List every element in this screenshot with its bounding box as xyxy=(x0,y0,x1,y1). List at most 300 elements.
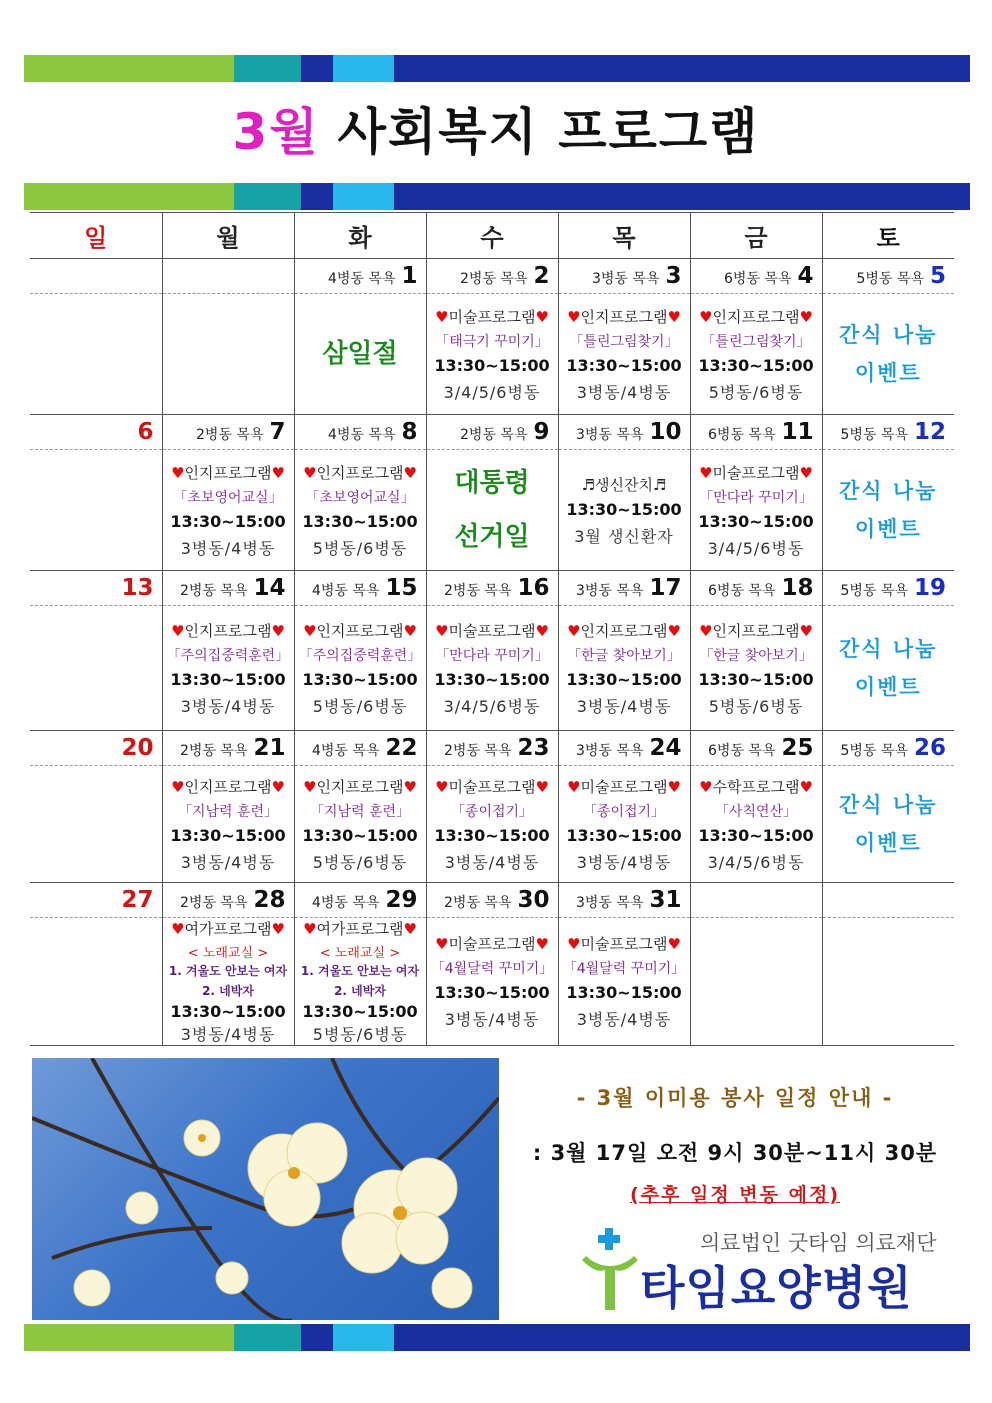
bath-ward-label: 6병동 목욕 xyxy=(724,271,792,287)
program-time: 13:30~15:00 xyxy=(434,669,550,689)
weekday-header-row xyxy=(30,213,954,259)
program-title xyxy=(691,776,822,797)
date-number: 4 xyxy=(797,263,814,289)
program-name: 미술프로그램 xyxy=(448,307,536,326)
heart-icon: ♥ xyxy=(535,621,549,640)
date-number: 10 xyxy=(649,419,682,445)
heart-icon: ♥ xyxy=(535,307,549,326)
program-row xyxy=(30,294,954,415)
program-activity: 「주의집중력훈련」 xyxy=(166,647,290,664)
heart-icon: ♥ xyxy=(303,777,317,796)
weekday-wed: 수 xyxy=(426,213,558,259)
date-number: 11 xyxy=(781,419,814,445)
heart-icon: ♥ xyxy=(667,777,681,796)
heart-icon: ♥ xyxy=(699,463,713,482)
heart-icon: ♥ xyxy=(271,920,285,938)
program-activity: 「초보영어교실」 xyxy=(173,489,283,506)
program-title xyxy=(427,933,558,954)
date-cell xyxy=(822,259,954,294)
program-wards: 5병동/6병동 xyxy=(708,696,804,716)
date-cell xyxy=(822,571,954,606)
program-cell xyxy=(426,606,558,731)
program-activity: 「지남력 훈련」 xyxy=(309,803,411,820)
program-time: 13:30~15:00 xyxy=(434,355,550,375)
heart-icon: ♥ xyxy=(171,777,185,796)
date-cell xyxy=(426,259,558,294)
program-cell xyxy=(558,450,690,571)
heart-icon: ♥ xyxy=(435,621,449,640)
program-time: 13:30~15:00 xyxy=(434,825,550,845)
program-wards: 3병동/4병동 xyxy=(180,852,276,872)
program-name: 수학프로그램 xyxy=(712,777,800,796)
date-cell xyxy=(30,259,162,294)
heart-icon: ♥ xyxy=(699,307,713,326)
title-text: 사회복지 프로그램 xyxy=(337,103,760,161)
program-wards: 3월 생신환자 xyxy=(574,526,674,546)
date-number: 19 xyxy=(913,575,946,601)
program-activity: 「4월달력 꾸미기」 xyxy=(430,961,554,977)
program-name: 인지프로그램 xyxy=(580,307,668,326)
bath-ward-label: 3병동 목욕 xyxy=(576,427,644,443)
date-cell xyxy=(822,415,954,450)
date-number: 12 xyxy=(913,419,946,445)
date-cell xyxy=(162,259,294,294)
bath-ward-label: 5병동 목욕 xyxy=(840,583,908,599)
date-cell xyxy=(558,883,690,918)
program-cell xyxy=(30,606,162,731)
title-month: 3월 xyxy=(232,103,320,161)
date-cell xyxy=(162,571,294,606)
program-row xyxy=(30,766,954,883)
program-wards: 5병동/6병동 xyxy=(312,538,408,558)
heart-icon: ♥ xyxy=(667,307,681,326)
heart-icon: ♥ xyxy=(567,307,581,326)
program-wards: 3병동/4병동 xyxy=(576,852,672,872)
program-name: 여가프로그램 xyxy=(184,920,272,938)
bath-ward-label: 6병동 목욕 xyxy=(708,583,776,599)
program-title xyxy=(295,918,426,939)
program-time: 13:30~15:00 xyxy=(170,511,286,531)
heart-icon: ♥ xyxy=(171,920,185,938)
song-title: 2. 네박자 xyxy=(202,984,254,998)
bath-ward-label: 2병동 목욕 xyxy=(196,427,264,443)
date-cell xyxy=(162,415,294,450)
date-number: 21 xyxy=(253,735,286,761)
organization-name: 의료법인 굿타임 의료재단 xyxy=(700,1231,937,1255)
program-wards: 3병동/4병동 xyxy=(576,1010,672,1029)
date-cell xyxy=(690,731,822,766)
heart-icon: ♥ xyxy=(271,463,285,482)
song-class-label: < 노래교실 > xyxy=(187,946,269,961)
date-number: 22 xyxy=(385,735,418,761)
bath-ward-label: 2병동 목욕 xyxy=(460,271,528,287)
program-cell xyxy=(558,294,690,415)
program-cell xyxy=(822,606,954,731)
heart-icon: ♥ xyxy=(535,935,549,953)
heart-icon: ♥ xyxy=(435,777,449,796)
date-number: 24 xyxy=(649,735,682,761)
bath-ward-label: 2병동 목욕 xyxy=(180,743,248,759)
bath-ward-label: 4병동 목욕 xyxy=(312,895,380,911)
heart-icon: ♥ xyxy=(303,463,317,482)
heart-icon: ♥ xyxy=(303,621,317,640)
program-cell xyxy=(294,294,426,415)
program-time: 13:30~15:00 xyxy=(170,669,286,689)
program-cell xyxy=(822,918,954,1046)
program-row xyxy=(30,918,954,1046)
program-activity: 「종이접기」 xyxy=(450,803,534,820)
program-name: 여가프로그램 xyxy=(316,920,404,938)
date-cell xyxy=(426,731,558,766)
date-cell xyxy=(30,731,162,766)
snack-event-label: 간식 나눔 xyxy=(839,637,938,661)
date-row xyxy=(30,259,954,294)
program-title xyxy=(559,933,690,954)
program-time: 13:30~15:00 xyxy=(434,983,550,1002)
program-activity: 「만다라 꾸미기」 xyxy=(699,489,813,506)
program-wards: 3/4/5/6병동 xyxy=(443,696,541,716)
program-name: 인지프로그램 xyxy=(184,463,272,482)
top-color-band xyxy=(24,55,970,82)
snack-event-label: 이벤트 xyxy=(854,517,922,541)
program-row xyxy=(30,606,954,731)
heart-icon: ♥ xyxy=(171,621,185,640)
program-cell xyxy=(822,450,954,571)
plum-blossom-photo xyxy=(32,1058,499,1320)
heart-icon: ♥ xyxy=(271,777,285,796)
program-time: 13:30~15:00 xyxy=(302,669,418,689)
date-cell xyxy=(822,883,954,918)
bath-ward-label: 2병동 목욕 xyxy=(444,895,512,911)
song-title: 2. 네박자 xyxy=(334,984,386,998)
program-time: 13:30~15:00 xyxy=(566,355,682,375)
program-activity: 「지남력 훈련」 xyxy=(177,803,279,820)
holiday-label: 삼일절 xyxy=(322,339,398,369)
program-wards: 5병동/6병동 xyxy=(708,382,804,402)
holiday-label: 선거일 xyxy=(454,522,530,552)
birthday-party-label: ♬생신잔치♬ xyxy=(581,475,667,494)
program-time: 13:30~15:00 xyxy=(698,825,814,845)
program-cell xyxy=(426,918,558,1046)
heart-icon: ♥ xyxy=(799,463,813,482)
bath-ward-label: 4병동 목욕 xyxy=(328,271,396,287)
program-cell xyxy=(30,450,162,571)
program-name: 인지프로그램 xyxy=(316,463,404,482)
date-number: 26 xyxy=(913,735,946,761)
weekday-sat: 토 xyxy=(822,213,954,259)
program-cell xyxy=(822,766,954,883)
program-name: 미술프로그램 xyxy=(448,935,536,953)
date-row xyxy=(30,883,954,918)
program-time: 13:30~15:00 xyxy=(302,1002,418,1021)
snack-event-label: 간식 나눔 xyxy=(839,323,938,347)
heart-icon: ♥ xyxy=(403,621,417,640)
program-time: 13:30~15:00 xyxy=(170,825,286,845)
date-cell xyxy=(294,415,426,450)
mid-color-band xyxy=(24,183,970,210)
program-wards: 3병동/4병동 xyxy=(576,382,672,402)
program-time: 13:30~15:00 xyxy=(698,511,814,531)
program-cell xyxy=(294,918,426,1046)
heart-icon: ♥ xyxy=(667,621,681,640)
program-name: 인지프로그램 xyxy=(316,777,404,796)
date-cell xyxy=(690,415,822,450)
weekday-sun: 일 xyxy=(30,213,162,259)
program-activity: 「주의집중력훈련」 xyxy=(298,647,422,664)
program-title xyxy=(295,620,426,641)
snack-event-label: 이벤트 xyxy=(854,361,922,385)
program-title xyxy=(691,462,822,483)
program-cell xyxy=(162,766,294,883)
program-wards: 3/4/5/6병동 xyxy=(707,538,805,558)
program-title xyxy=(691,620,822,641)
date-number: 16 xyxy=(517,575,550,601)
bath-ward-label: 4병동 목욕 xyxy=(312,583,380,599)
date-number: 6 xyxy=(137,419,154,445)
program-name: 인지프로그램 xyxy=(184,777,272,796)
program-title xyxy=(163,918,294,939)
date-number: 3 xyxy=(665,263,682,289)
date-row xyxy=(30,415,954,450)
beauty-service-date: : 3월 17일 오전 9시 30분~11시 30분 xyxy=(532,1141,938,1165)
heart-icon: ♥ xyxy=(667,935,681,953)
bath-ward-label: 6병동 목욕 xyxy=(708,743,776,759)
program-title xyxy=(295,776,426,797)
song-title: 1. 겨울도 안보는 여자 xyxy=(300,964,420,978)
program-time: 13:30~15:00 xyxy=(170,1002,286,1021)
date-number: 31 xyxy=(649,887,682,913)
program-cell xyxy=(162,294,294,415)
date-cell xyxy=(426,571,558,606)
program-cell xyxy=(30,766,162,883)
date-number: 28 xyxy=(253,887,286,913)
program-time: 13:30~15:00 xyxy=(302,825,418,845)
program-time: 13:30~15:00 xyxy=(566,499,682,519)
program-wards: 5병동/6병동 xyxy=(312,1025,408,1044)
weekday-mon: 월 xyxy=(162,213,294,259)
date-number: 17 xyxy=(649,575,682,601)
bath-ward-label: 3병동 목욕 xyxy=(592,271,660,287)
program-cell xyxy=(558,766,690,883)
program-activity: 「만다라 꾸미기」 xyxy=(435,647,549,664)
program-name: 인지프로그램 xyxy=(580,621,668,640)
program-row xyxy=(30,450,954,571)
bath-ward-label: 6병동 목욕 xyxy=(708,427,776,443)
date-cell xyxy=(30,415,162,450)
bath-ward-label: 3병동 목욕 xyxy=(576,583,644,599)
program-activity: 「사칙연산」 xyxy=(714,803,798,820)
program-cell xyxy=(426,294,558,415)
date-cell xyxy=(426,415,558,450)
date-cell xyxy=(294,259,426,294)
program-cell xyxy=(294,450,426,571)
heart-icon: ♥ xyxy=(403,777,417,796)
date-cell xyxy=(294,883,426,918)
program-time: 13:30~15:00 xyxy=(566,983,682,1002)
snack-event-label: 이벤트 xyxy=(854,675,922,699)
program-cell xyxy=(30,294,162,415)
heart-icon: ♥ xyxy=(799,307,813,326)
program-title xyxy=(163,462,294,483)
date-number: 30 xyxy=(517,887,550,913)
program-activity: 「태극기 꾸미기」 xyxy=(435,333,549,350)
heart-icon: ♥ xyxy=(403,920,417,938)
heart-icon: ♥ xyxy=(435,935,449,953)
bath-ward-label: 4병동 목욕 xyxy=(312,743,380,759)
program-name: 미술프로그램 xyxy=(448,621,536,640)
program-title xyxy=(295,462,426,483)
heart-icon: ♥ xyxy=(567,777,581,796)
program-name: 미술프로그램 xyxy=(580,777,668,796)
heart-icon: ♥ xyxy=(699,777,713,796)
bath-ward-label: 5병동 목욕 xyxy=(840,427,908,443)
program-cell xyxy=(690,294,822,415)
date-row xyxy=(30,731,954,766)
heart-icon: ♥ xyxy=(799,777,813,796)
program-time: 13:30~15:00 xyxy=(698,669,814,689)
date-cell xyxy=(294,731,426,766)
beauty-service-title: - 3월 이미용 봉사 일정 안내 - xyxy=(576,1086,894,1110)
date-cell xyxy=(558,259,690,294)
program-title xyxy=(691,306,822,327)
program-activity: 「초보영어교실」 xyxy=(305,489,415,506)
heart-icon: ♥ xyxy=(303,920,317,938)
bath-ward-label: 3병동 목욕 xyxy=(576,743,644,759)
program-activity: 「틀린그림찾기」 xyxy=(701,333,811,350)
page-title xyxy=(0,92,992,164)
program-cell xyxy=(294,766,426,883)
date-cell xyxy=(558,415,690,450)
heart-icon: ♥ xyxy=(435,307,449,326)
program-wards: 3병동/4병동 xyxy=(180,1025,276,1044)
bath-ward-label: 2병동 목욕 xyxy=(444,743,512,759)
bath-ward-label: 5병동 목욕 xyxy=(856,271,924,287)
date-number: 25 xyxy=(781,735,814,761)
program-title xyxy=(163,776,294,797)
program-wards: 3/4/5/6병동 xyxy=(443,382,541,402)
program-activity: 「종이접기」 xyxy=(582,803,666,820)
weekday-tue: 화 xyxy=(294,213,426,259)
program-activity: 「틀린그림찾기」 xyxy=(569,333,679,350)
date-cell xyxy=(822,731,954,766)
weekday-thu: 목 xyxy=(558,213,690,259)
program-name: 인지프로그램 xyxy=(712,307,800,326)
date-cell xyxy=(294,571,426,606)
heart-icon: ♥ xyxy=(171,463,185,482)
program-wards: 5병동/6병동 xyxy=(312,852,408,872)
date-cell xyxy=(558,571,690,606)
program-activity: 「4월달력 꾸미기」 xyxy=(562,961,686,977)
program-name: 인지프로그램 xyxy=(712,621,800,640)
program-cell xyxy=(822,294,954,415)
program-cell xyxy=(690,918,822,1046)
program-activity: 「한글 찾아보기」 xyxy=(567,647,681,664)
schedule-change-note: (추후 일정 변동 예정) xyxy=(629,1184,841,1206)
program-cell xyxy=(426,450,558,571)
program-time: 13:30~15:00 xyxy=(566,669,682,689)
heart-icon: ♥ xyxy=(535,777,549,796)
bath-ward-label: 4병동 목욕 xyxy=(328,427,396,443)
program-cell xyxy=(690,606,822,731)
date-number: 9 xyxy=(533,419,550,445)
date-number: 20 xyxy=(121,735,154,761)
program-title xyxy=(427,620,558,641)
bottom-color-band xyxy=(24,1324,970,1351)
date-number: 18 xyxy=(781,575,814,601)
date-number: 5 xyxy=(929,263,946,289)
date-row xyxy=(30,571,954,606)
program-cell xyxy=(690,766,822,883)
heart-icon: ♥ xyxy=(699,621,713,640)
date-cell xyxy=(558,731,690,766)
program-cell xyxy=(558,918,690,1046)
date-cell xyxy=(162,883,294,918)
date-number: 27 xyxy=(121,887,154,913)
date-number: 7 xyxy=(269,419,286,445)
program-title xyxy=(559,620,690,641)
date-number: 14 xyxy=(253,575,286,601)
calendar-table xyxy=(30,212,954,1046)
program-wards: 5병동/6병동 xyxy=(312,696,408,716)
heart-icon: ♥ xyxy=(799,621,813,640)
date-number: 15 xyxy=(385,575,418,601)
program-cell xyxy=(294,606,426,731)
program-title xyxy=(163,620,294,641)
snack-event-label: 간식 나눔 xyxy=(839,479,938,503)
program-title xyxy=(559,776,690,797)
program-activity: 「한글 찾아보기」 xyxy=(699,647,813,664)
date-cell xyxy=(426,883,558,918)
date-number: 29 xyxy=(385,887,418,913)
program-cell xyxy=(426,766,558,883)
date-number: 2 xyxy=(533,263,550,289)
bath-ward-label: 2병동 목욕 xyxy=(180,895,248,911)
program-name: 인지프로그램 xyxy=(316,621,404,640)
program-cell xyxy=(30,918,162,1046)
heart-icon: ♥ xyxy=(271,621,285,640)
program-time: 13:30~15:00 xyxy=(302,511,418,531)
program-title xyxy=(427,306,558,327)
date-number: 8 xyxy=(401,419,418,445)
bath-ward-label: 2병동 목욕 xyxy=(460,427,528,443)
program-cell xyxy=(690,450,822,571)
date-cell xyxy=(690,571,822,606)
program-wards: 3병동/4병동 xyxy=(576,696,672,716)
bath-ward-label: 3병동 목욕 xyxy=(576,895,644,911)
snack-event-label: 간식 나눔 xyxy=(839,793,938,817)
date-cell xyxy=(690,883,822,918)
program-name: 미술프로그램 xyxy=(580,935,668,953)
program-wards: 3병동/4병동 xyxy=(180,538,276,558)
program-name: 미술프로그램 xyxy=(448,777,536,796)
program-name: 인지프로그램 xyxy=(184,621,272,640)
program-cell xyxy=(558,606,690,731)
date-cell xyxy=(162,731,294,766)
program-wards: 3병동/4병동 xyxy=(444,1010,540,1029)
date-number: 23 xyxy=(517,735,550,761)
program-time: 13:30~15:00 xyxy=(566,825,682,845)
program-cell xyxy=(162,606,294,731)
hospital-logo-icon xyxy=(578,1226,640,1312)
heart-icon: ♥ xyxy=(567,935,581,953)
heart-icon: ♥ xyxy=(403,463,417,482)
song-title: 1. 겨울도 안보는 여자 xyxy=(168,964,288,978)
heart-icon: ♥ xyxy=(567,621,581,640)
bath-ward-label: 5병동 목욕 xyxy=(840,743,908,759)
date-cell xyxy=(30,571,162,606)
date-number: 13 xyxy=(121,575,154,601)
program-cell xyxy=(162,450,294,571)
